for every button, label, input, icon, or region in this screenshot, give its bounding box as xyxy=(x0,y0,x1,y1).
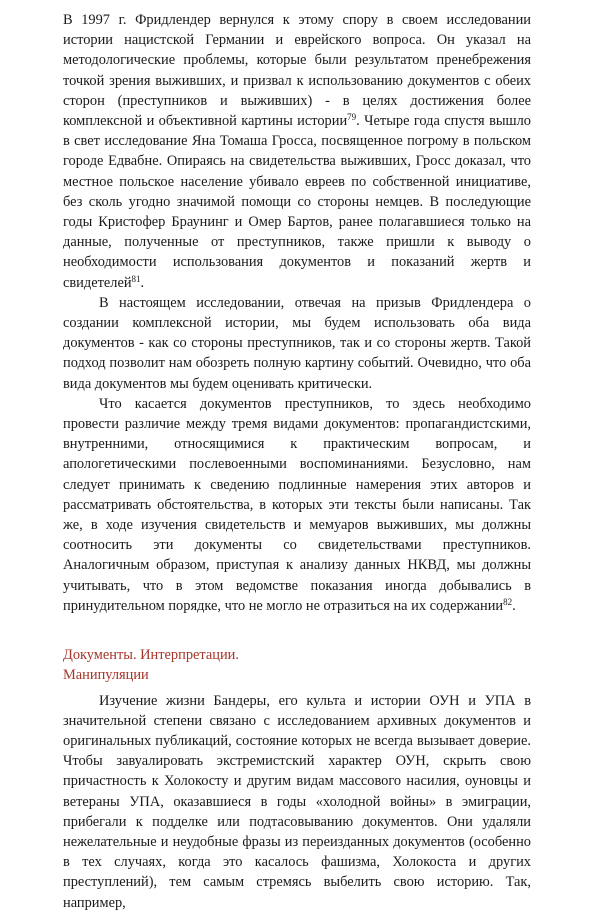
section-heading xyxy=(63,645,531,685)
paragraph-friedlander-1997 xyxy=(63,10,531,293)
footnote-ref-81[interactable]: 81 xyxy=(131,273,141,284)
section-heading-line-2: Манипуляции xyxy=(63,667,149,684)
footnote-ref-79[interactable]: 79 xyxy=(347,112,357,123)
paragraph-text-continued: . Четыре года спустя вышло в свет исследование Яна Томаша Гросса, посвященное погрому в польском городе Едвабне. Опираясь на свидетельства выживших, Гросс доказал, что местное польское население убивало евреев по собственной инициативе, без сколь угодно значимой помощи со стороны немцев. В последующие годы Кристофер Браунинг и Омер Бартов, ранее полагавшиеся только на данные, полученные от преступников, также пришли к выводу о необходимости использования документов и показаний жертв и свидетелей xyxy=(63,113,531,291)
paragraph-perpetrator-documents xyxy=(63,394,531,616)
paragraph-text: Изучение жизни Бандеры, его культа и истории ОУН и УПА в значительной степени связано с исследованием архивных документов и оригинальных публикаций, состояние которых не всегда вызывает доверие. Чтобы завуалировать экстремистский характер ОУН, скрыть свою причастность к Холокосту и другим видам массового насилия, оуновцы и ветераны УПА, оказавшиеся в годы «холодной войны» в эмиграции, прибегали к подделке или подтасовыванию документов. Они удаляли нежелательные и неудобные фразы из переизданных документов (особенно в тех случаях, когда это касалось фашизма, Холокоста и других преступлений), тем самым стремясь выбелить свою историю. Так, например, xyxy=(63,692,531,911)
paragraph-text: В 1997 г. Фридлендер вернулся к этому спору в своем исследовании истории нацистской Германии и еврейского вопроса. Он указал на методологические проблемы, которые были результатом пренебрежения точкой зрения выживших, и призвал к использованию документов с обеих сторон (преступников и выживших) - в целях достижения более комплексной и объективной картины истории xyxy=(63,12,531,130)
paragraph-bandera-archives xyxy=(63,691,531,913)
paragraph-end: . xyxy=(512,597,516,614)
paragraph-text: В настоящем исследовании, отвечая на призыв Фридлендера о создании комплексной истории, мы будем использовать оба вида документов - как со стороны преступников, так и со стороны жертв. Такой подход позволит нам обозреть полную картину событий. Очевидно, что оба вида документов мы будем оценивать критически. xyxy=(63,294,531,392)
footnote-ref-82[interactable]: 82 xyxy=(503,596,513,607)
paragraph-text: Что касается документов преступников, то здесь необходимо провести различие между тремя видами документов: пропагандистскими, внутренними, относящимися к практическим вопросам, и апологетическими послевоенными воспоминаниями. Безусловно, нам следует принимать к сведению подлинные намерения этих авторов и рассматривать обстоятельства, в которых эти тексты были написаны. Так же, в ходе изучения свидетельств и мемуаров выживших, мы должны соотносить эти документы со свидетельствами преступников. Аналогичным образом, приступая к анализу данных НКВД, мы должны учитывать, что в этом ведомстве показания иногда добывались в принудительном порядке, что не могло не отразиться на их содержании xyxy=(63,395,531,614)
section-heading-line-1: Документы. Интерпретации. xyxy=(63,647,239,664)
paragraph-end: . xyxy=(140,274,145,291)
paragraph-comprehensive-history xyxy=(63,293,531,394)
document-page xyxy=(63,10,531,913)
